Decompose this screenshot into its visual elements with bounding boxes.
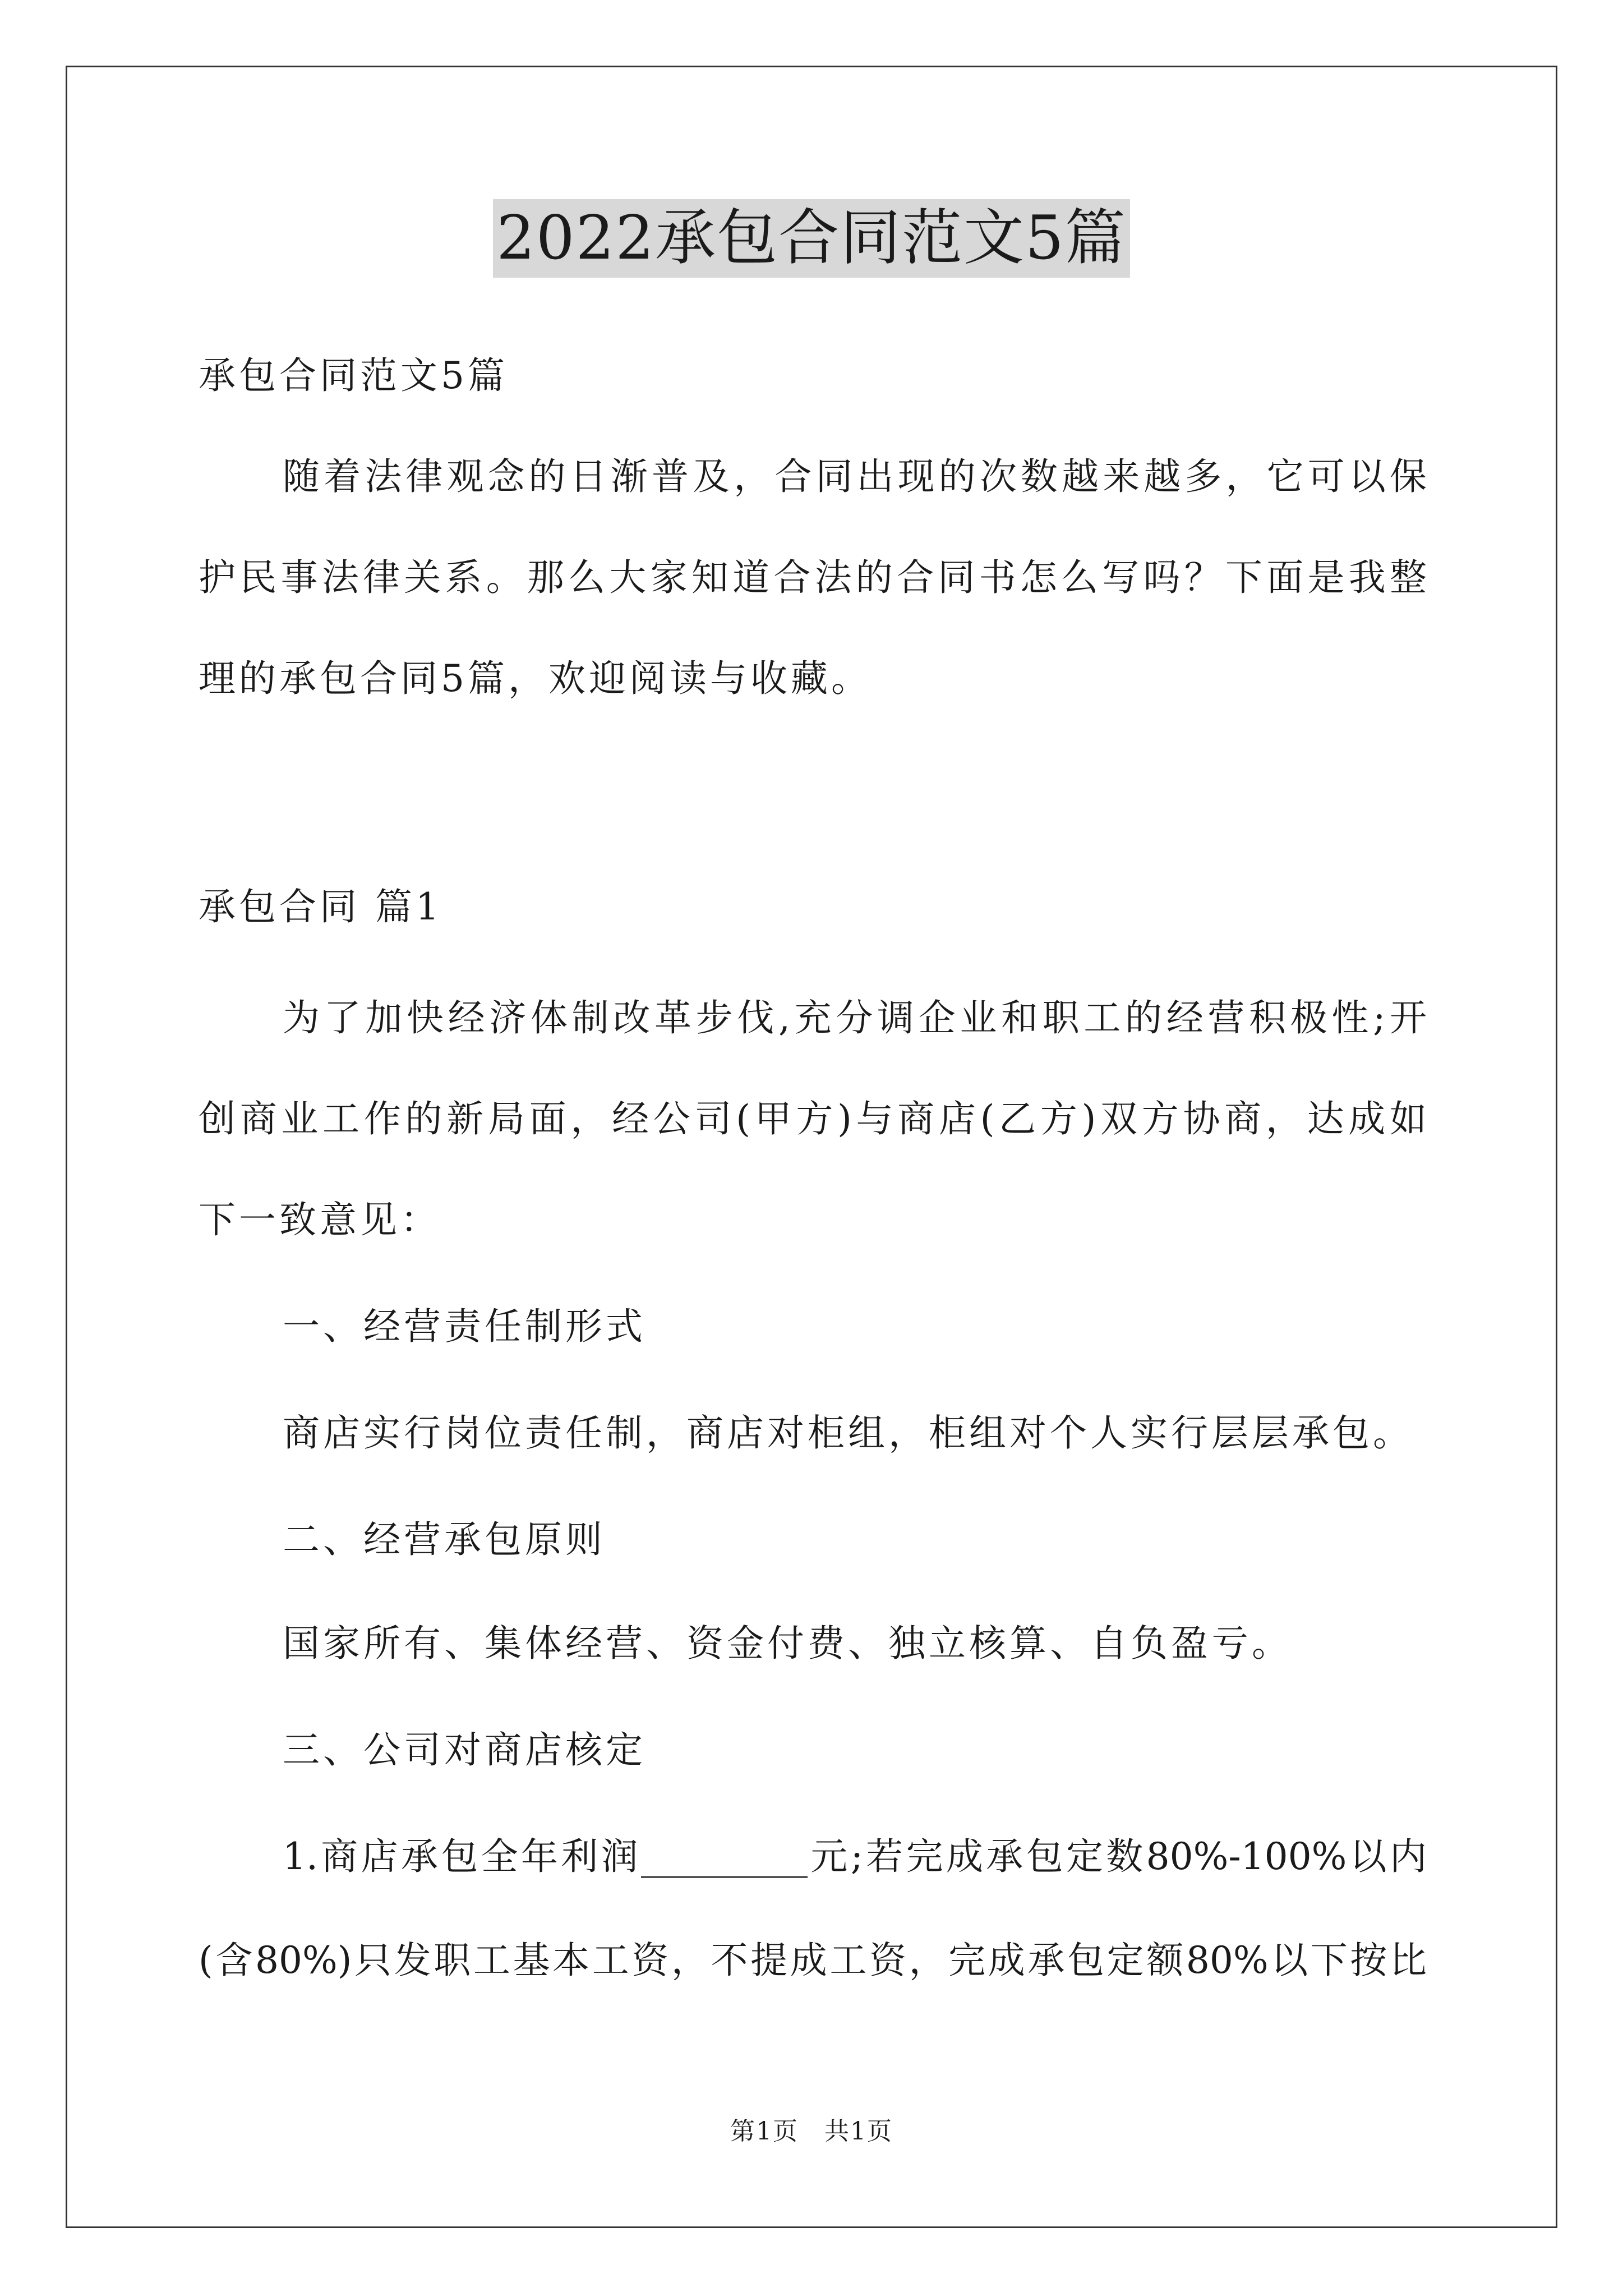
intro-line-2: 护民事法律关系。那么大家知道合法的合同书怎么写吗？下面是我整 (199, 556, 1427, 599)
body-line-7: 国家所有、集体经营、资金付费、独立核算、自负盈亏。 (283, 1622, 1292, 1665)
clause-heading-2: 二、经营承包原则 (283, 1518, 606, 1561)
intro-line-3: 理的承包合同5篇，欢迎阅读与收藏。 (199, 657, 872, 700)
document-subtitle: 承包合同范文5篇 (199, 354, 508, 397)
body-line-5: 商店实行岗位责任制，商店对柜组，柜组对个人实行层层承包。 (283, 1411, 1413, 1455)
body-line-10: (含80%)只发职工基本工资，不提成工资，完成承包定额80%以下按比 (199, 1939, 1427, 1982)
document-title: 2022承包合同范文5篇 (493, 199, 1130, 278)
body-line-3: 下一致意见： (199, 1198, 441, 1241)
title-container (0, 199, 1623, 278)
clause-heading-3: 三、公司对商店核定 (283, 1728, 646, 1772)
body-line-2: 创商业工作的新局面，经公司(甲方)与商店(乙方)双方协商，达成如 (199, 1097, 1427, 1140)
clause-heading-1: 一、经营责任制形式 (283, 1305, 646, 1348)
page-footer: 第1页 共1页 (730, 2117, 893, 2146)
intro-line-1: 随着法律观念的日渐普及，合同出现的次数越来越多，它可以保 (283, 455, 1427, 498)
body-line-1: 为了加快经济体制改革步伐,充分调企业和职工的经营积极性;开 (283, 996, 1427, 1039)
section-heading: 承包合同 篇1 (199, 885, 442, 928)
body-line-9: 1.商店承包全年利润_________元;若完成承包定数80%-100%以内 (283, 1835, 1427, 1878)
